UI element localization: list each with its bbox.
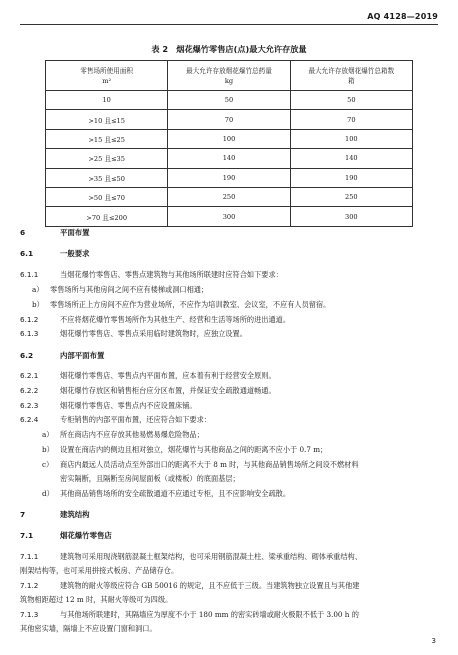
cell-boxes: 70 — [290, 110, 412, 129]
page-number: 3 — [431, 637, 436, 645]
clause-7-1-2-cont: 筑物相距超过 12 m 时，其耐火等级可为四级。 — [20, 595, 173, 604]
cell-weight: 250 — [168, 187, 290, 206]
cell-area: >10 且≤15 — [46, 110, 168, 129]
clause-7-1-2: 7.1.2 建筑物的耐火等级应符合 GB 50016 的规定，且不应低于三级。当建筑物独立设置且与其他建 — [20, 581, 360, 590]
clause-6-2-4-a: a） 所在商店内不应存放其他易燃易爆危险物品； — [42, 430, 204, 439]
table-row — [46, 129, 413, 148]
table-row — [46, 110, 413, 129]
column-header-weight: 最大允许存放烟花爆竹总药量 kg — [168, 61, 290, 91]
cell-weight: 300 — [168, 207, 290, 226]
table-row — [46, 187, 413, 206]
cell-weight: 100 — [168, 129, 290, 148]
clause-6-2-4-b: b） 设置在商店内的侧边且相对独立，烟花爆竹与其他商品之间的距离不应小于 0.7 m； — [42, 445, 328, 454]
clause-7-1-1: 7.1.1 建筑物可采用现浇钢筋混凝土框架结构，也可采用钢筋混凝土柱、梁承重结构、砌体承重结构、 — [20, 552, 362, 561]
clause-7-1-3: 7.1.3 与其他场所联建时，其隔墙应为厚度不小于 180 mm 的密实砖墙或耐火极限不低于 3.00 h 的 — [20, 610, 359, 619]
table-row — [46, 207, 413, 226]
section-6-2-heading: 6.2 内部平面布置 — [20, 351, 105, 360]
cell-weight: 50 — [168, 91, 290, 110]
column-header-area: 零售场所使用面积 m² — [46, 61, 168, 91]
cell-area: >15 且≤25 — [46, 129, 168, 148]
clause-6-2-2: 6.2.2 烟花爆竹存放区和销售柜台应分区布置，并保证安全疏散通道畅通。 — [20, 386, 276, 395]
clause-6-2-4-d: d） 其他商品销售场所的安全疏散通道不应通过专柜，且不应影响安全疏散。 — [42, 489, 291, 498]
header-rule — [20, 24, 438, 25]
cell-weight: 190 — [168, 168, 290, 187]
cell-boxes: 300 — [290, 207, 412, 226]
cell-boxes: 140 — [290, 149, 412, 168]
cell-boxes: 100 — [290, 129, 412, 148]
cell-area: >70 且≤200 — [46, 207, 168, 226]
section-6-1-heading: 6.1 一般要求 — [20, 249, 90, 258]
cell-weight: 70 — [168, 110, 290, 129]
clause-6-1-1-a: a） 零售场所与其他房间之间不应有楼梯或洞口相通； — [32, 285, 209, 294]
cell-weight: 140 — [168, 149, 290, 168]
clause-6-1-3: 6.1.3 烟花爆竹零售店、零售点采用临时建筑物时，应独立设置。 — [20, 329, 247, 338]
clause-7-1-1-cont: 刚架结构等，也可采用拼接式板房、产品储存仓。 — [20, 566, 179, 575]
clause-6-1-1: 6.1.1 当烟花爆竹零售店、零售点建筑物与其他场所联建时应符合如下要求： — [20, 270, 283, 279]
cell-area: 10 — [46, 91, 168, 110]
clause-6-2-4: 6.2.4 专柜销售的内部平面布置，还应符合如下要求： — [20, 415, 211, 424]
table-title: 表 2 烟花爆竹零售店(点)最大允许存放量 — [151, 44, 307, 54]
cell-area: >25 且≤35 — [46, 149, 168, 168]
table-row — [46, 149, 413, 168]
cell-boxes: 190 — [290, 168, 412, 187]
section-6-heading: 6 平面布置 — [20, 228, 90, 237]
storage-limit-table — [45, 60, 413, 227]
clause-6-1-2: 6.1.2 不应将烟花爆竹零售场所作为其他生产、经营和生活等场所的进出通道。 — [20, 315, 291, 324]
clause-6-2-3: 6.2.3 烟花爆竹零售店、零售点内不应设置床铺。 — [20, 401, 197, 410]
section-7-1-heading: 7.1 烟花爆竹零售店 — [20, 531, 112, 540]
table-row — [46, 168, 413, 187]
cell-area: >35 且≤50 — [46, 168, 168, 187]
standard-number: AQ 4128—2019 — [367, 12, 438, 21]
clause-6-2-4-c: c） 商店内最远人员活动点至外部出口的距离不大于 8 m 时，与其他商品销售场所之间设不燃材料 — [42, 460, 359, 469]
table-header-row — [46, 61, 413, 91]
column-header-boxes: 最大允许存放烟花爆竹总箱数 箱 — [290, 61, 412, 91]
cell-area: >50 且≤70 — [46, 187, 168, 206]
cell-boxes: 250 — [290, 187, 412, 206]
clause-6-1-1-b: b） 零售场所正上方房间不应作为营业场所，不应作为培训教室、会议室，不应有人员留宿。 — [32, 300, 331, 309]
clause-6-2-1: 6.2.1 烟花爆竹零售店、零售点内平面布置，应本着有利于经营安全原则。 — [20, 371, 276, 380]
clause-7-1-3-cont: 其他密实墙，隔墙上不应设置门窗和洞口。 — [20, 624, 157, 633]
cell-boxes: 50 — [290, 91, 412, 110]
section-7-heading: 7 建筑结构 — [20, 510, 90, 519]
clause-6-2-4-c-cont: 密实隔断，且隔断至房间屋面板（或楼板）的底面基层； — [60, 474, 240, 483]
table-row — [46, 91, 413, 110]
